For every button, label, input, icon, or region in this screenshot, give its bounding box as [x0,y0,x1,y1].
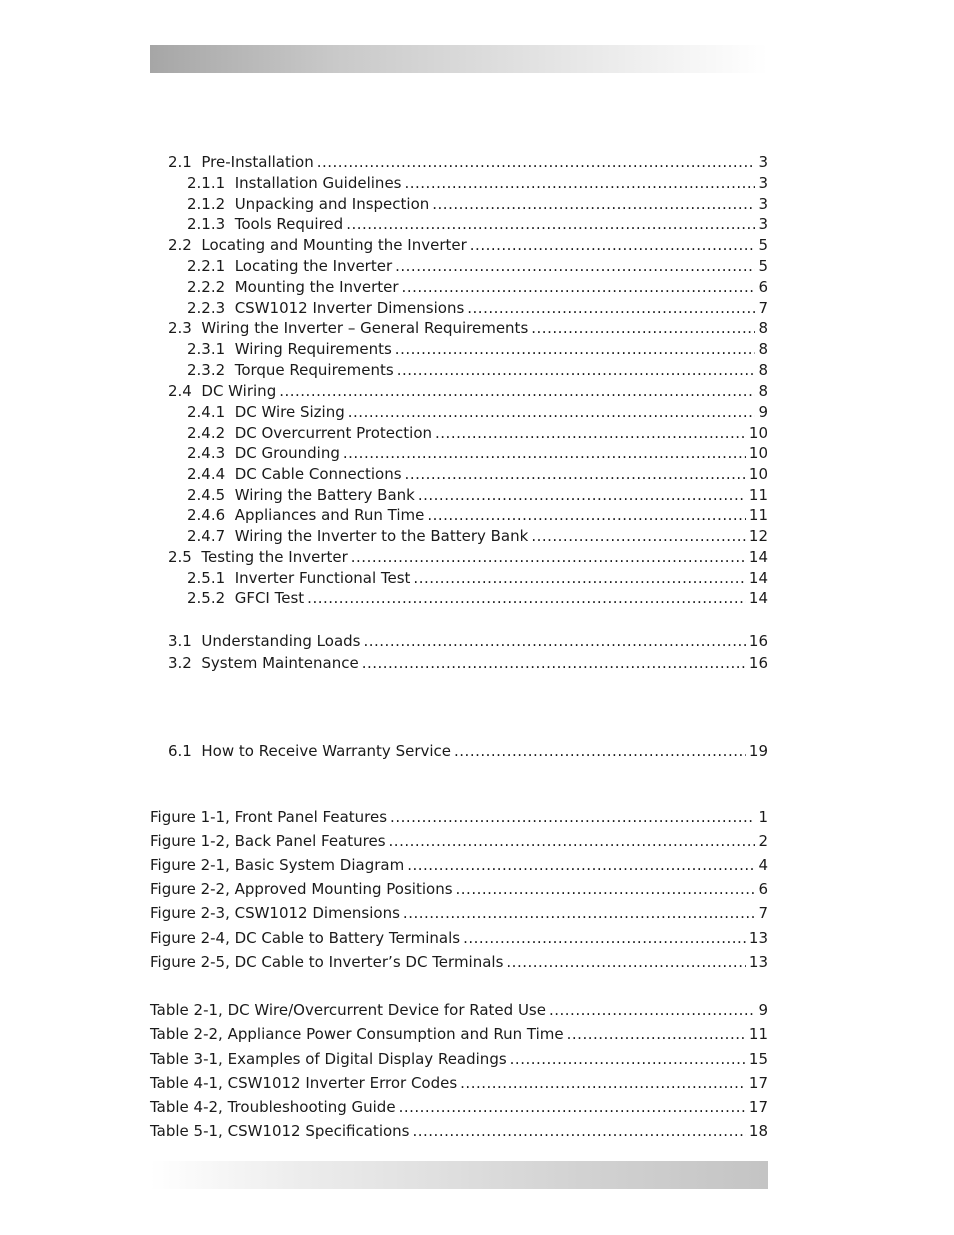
page-number: 17 [748,1098,768,1116]
section-entry[interactable] [168,631,768,651]
section-entry[interactable] [187,423,768,443]
table-entry[interactable] [150,1000,768,1020]
section-entry-label: 2.2.1 Locating the Inverter [187,257,393,275]
table-entry[interactable] [150,1097,768,1117]
page-number: 6 [758,880,768,898]
section-entry[interactable] [168,741,768,761]
page-number: 8 [758,361,768,379]
page-number: 6 [758,278,768,296]
page-number: 7 [758,299,768,317]
section-entry[interactable] [168,235,768,255]
section-entry-label: 2.4 DC Wiring [168,382,277,400]
section-entry-label: 3.2 System Maintenance [168,654,359,672]
page-number: 5 [758,236,768,254]
dot-leader [470,235,755,255]
section-entry-label: 2.2.2 Mounting the Inverter [187,278,399,296]
page-number: 11 [748,506,768,524]
section-entry[interactable] [168,318,768,338]
section-entry[interactable] [168,381,768,401]
section-entry-label: 2.1 Pre-Installation [168,153,314,171]
page-number: 3 [758,153,768,171]
table-entry[interactable] [150,1024,768,1044]
page-number: 14 [748,589,768,607]
section-entry-label: 2.4.4 DC Cable Connections [187,465,402,483]
dot-leader [427,505,746,525]
page-number: 11 [748,1025,768,1043]
dot-leader [343,443,746,463]
page-number: 13 [748,953,768,971]
figure-entry[interactable] [150,952,768,972]
dot-leader [363,631,745,651]
page-number: 8 [758,319,768,337]
section-entry[interactable] [187,588,768,608]
figure-entry[interactable] [150,879,768,899]
dot-leader [404,173,755,193]
page-number: 10 [748,444,768,462]
dot-leader [435,423,746,443]
page-number: 14 [748,569,768,587]
dot-leader [403,903,755,923]
page-number: 14 [748,548,768,566]
page-number: 10 [748,465,768,483]
dot-leader [351,547,746,567]
dot-leader [432,194,755,214]
dot-leader [510,1049,746,1069]
page-number: 5 [758,257,768,275]
dot-leader [407,855,755,875]
section-entry[interactable] [168,547,768,567]
dot-leader [405,464,746,484]
page-number: 3 [758,195,768,213]
section-entry-label: 2.1.3 Tools Required [187,215,344,233]
dot-leader [506,952,746,972]
figure-entry-label: Figure 2-3, CSW1012 Dimensions [150,904,400,922]
dot-leader [418,485,746,505]
section-entry[interactable] [187,277,768,297]
dot-leader [456,879,755,899]
figure-entry-label: Figure 2-1, Basic System Diagram [150,856,405,874]
page-number: 9 [758,1001,768,1019]
section-entry[interactable] [187,402,768,422]
figure-entry-label: Figure 1-2, Back Panel Features [150,832,386,850]
section-entry[interactable] [187,173,768,193]
header-bar [150,45,768,73]
table-entry-label: Table 3-1, Examples of Digital Display Readings [150,1050,507,1068]
section-entry-label: 2.3.2 Torque Requirements [187,361,394,379]
page-number: 8 [758,382,768,400]
figure-entry-label: Figure 2-2, Approved Mounting Positions [150,880,453,898]
page-number: 16 [748,654,768,672]
section-entry[interactable] [168,152,768,172]
section-entry-label: 3.1 Understanding Loads [168,632,361,650]
table-entry-label: Table 2-2, Appliance Power Consumption and Run Time [150,1025,564,1043]
section-entry-label: 2.5.1 Inverter Functional Test [187,569,411,587]
section-entry[interactable] [168,653,768,673]
section-entry-label: 2.4.1 DC Wire Sizing [187,403,345,421]
section-entry[interactable] [187,360,768,380]
section-entry-label: 2.2.3 CSW1012 Inverter Dimensions [187,299,465,317]
dot-leader [279,381,755,401]
table-entry[interactable] [150,1073,768,1093]
section-entry[interactable] [187,443,768,463]
figure-entry[interactable] [150,831,768,851]
section-entry[interactable] [187,256,768,276]
section-entry[interactable] [187,505,768,525]
page-number: 17 [748,1074,768,1092]
dot-leader [460,1073,746,1093]
table-entry-label: Table 2-1, DC Wire/Overcurrent Device for Rated Use [150,1001,546,1019]
page-number: 2 [758,832,768,850]
dot-leader [307,588,746,608]
page-number: 8 [758,340,768,358]
table-entry-label: Table 5-1, CSW1012 Specifications [150,1122,410,1140]
page-number: 7 [758,904,768,922]
page-number: 16 [748,632,768,650]
dot-leader [413,568,745,588]
dot-leader [531,318,755,338]
table-entry-label: Table 4-2, Troubleshooting Guide [150,1098,396,1116]
section-entry-label: 6.1 How to Receive Warranty Service [168,742,452,760]
dot-leader [531,526,746,546]
dot-leader [467,298,755,318]
figure-entry-label: Figure 2-5, DC Cable to Inverter’s DC Terminals [150,953,504,971]
dot-leader [549,1000,755,1020]
dot-leader [399,1097,746,1117]
dot-leader [402,277,755,297]
dot-leader [395,256,755,276]
section-entry[interactable] [187,214,768,234]
page-number: 10 [748,424,768,442]
figure-entry[interactable] [150,807,768,827]
section-entry[interactable] [187,526,768,546]
dot-leader [397,360,755,380]
dot-leader [389,831,755,851]
page-number: 19 [748,742,768,760]
section-entry[interactable] [187,194,768,214]
figure-entry[interactable] [150,855,768,875]
table-entry-label: Table 4-1, CSW1012 Inverter Error Codes [150,1074,458,1092]
dot-leader [317,152,755,172]
page-number: 4 [758,856,768,874]
figure-entry[interactable] [150,928,768,948]
figure-entry-label: Figure 1-1, Front Panel Features [150,808,388,826]
page-number: 15 [748,1050,768,1068]
section-entry-label: 2.4.2 DC Overcurrent Protection [187,424,433,442]
page-number: 12 [748,527,768,545]
dot-leader [390,807,755,827]
dot-leader [567,1024,746,1044]
dot-leader [395,339,755,359]
dot-leader [348,402,755,422]
page-number: 18 [748,1122,768,1140]
page-number: 13 [748,929,768,947]
section-entry[interactable] [187,298,768,318]
page-number: 3 [758,174,768,192]
section-entry[interactable] [187,339,768,359]
section-entry-label: 2.4.6 Appliances and Run Time [187,506,425,524]
dot-leader [454,741,746,761]
section-entry[interactable] [187,568,768,588]
table-entry[interactable] [150,1049,768,1069]
dot-leader [346,214,755,234]
figure-entry[interactable] [150,903,768,923]
page-number: 11 [748,486,768,504]
footer-bar [150,1161,768,1189]
table-entry[interactable] [150,1121,768,1141]
dot-leader [362,653,746,673]
section-entry-label: 2.3.1 Wiring Requirements [187,340,392,358]
section-entry[interactable] [187,485,768,505]
section-entry[interactable] [187,464,768,484]
page-number: 9 [758,403,768,421]
section-entry-label: 2.1.2 Unpacking and Inspection [187,195,430,213]
section-entry-label: 2.1.1 Installation Guidelines [187,174,402,192]
dot-leader [412,1121,745,1141]
section-entry-label: 2.4.5 Wiring the Battery Bank [187,486,415,504]
section-entry-label: 2.5 Testing the Inverter [168,548,348,566]
figure-entry-label: Figure 2-4, DC Cable to Battery Terminals [150,929,461,947]
section-entry-label: 2.2 Locating and Mounting the Inverter [168,236,467,254]
dot-leader [463,928,746,948]
section-entry-label: 2.5.2 GFCI Test [187,589,305,607]
section-entry-label: 2.4.3 DC Grounding [187,444,340,462]
page-number: 3 [758,215,768,233]
section-entry-label: 2.3 Wiring the Inverter – General Requirements [168,319,529,337]
page-number: 1 [758,808,768,826]
section-entry-label: 2.4.7 Wiring the Inverter to the Battery Bank [187,527,529,545]
